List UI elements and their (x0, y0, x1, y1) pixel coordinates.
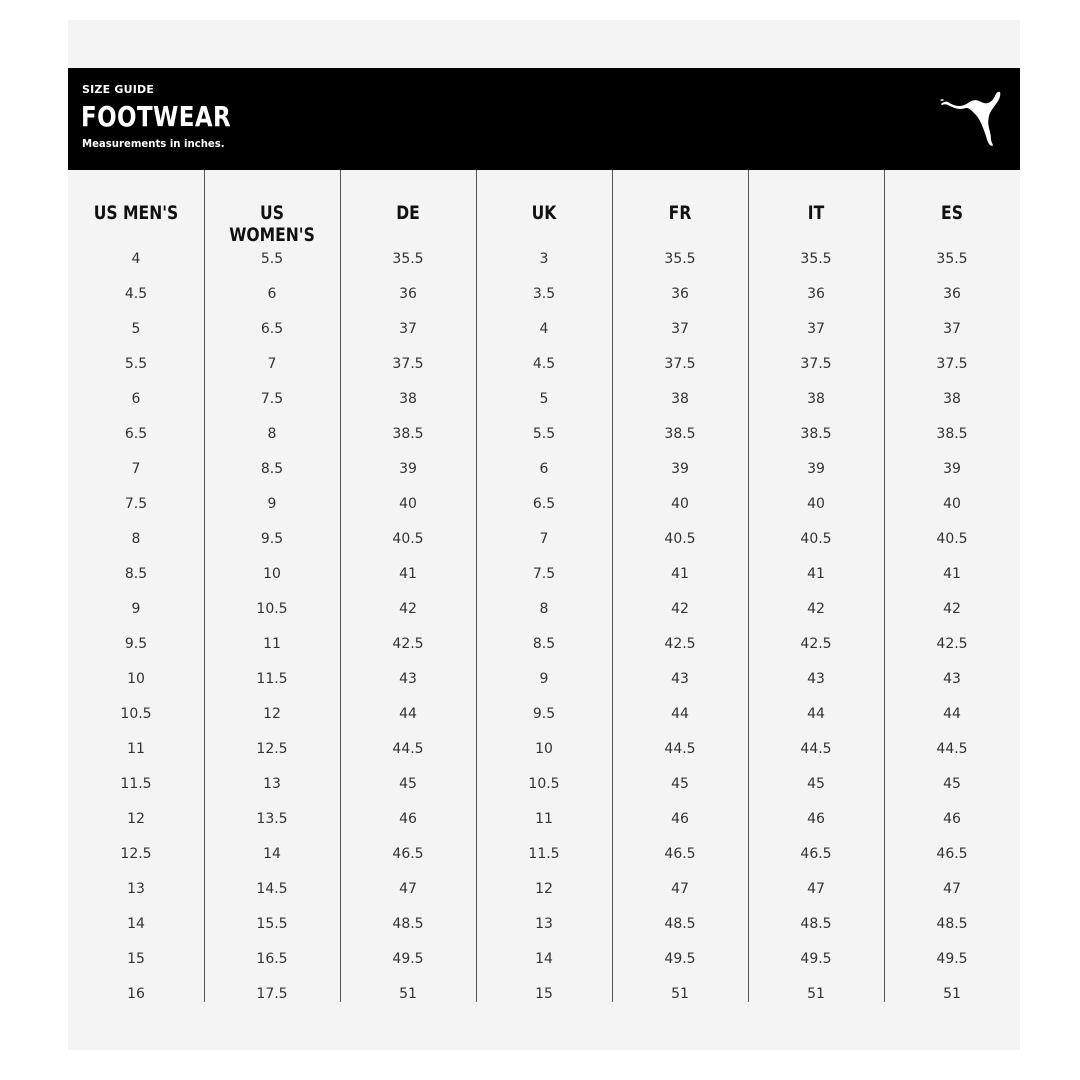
table-cell: 4.5 (124, 286, 148, 302)
table-cell: 46 (399, 811, 417, 827)
table-cell: 42.5 (392, 636, 424, 652)
table-cell: 44.5 (664, 741, 696, 757)
table-cell: 36 (943, 286, 961, 302)
table-cell: 5 (539, 391, 549, 407)
table-cell: 35.5 (664, 251, 696, 267)
table-cell: 13 (263, 776, 281, 792)
table-cell: 36 (671, 286, 689, 302)
table-cell: 44 (671, 706, 689, 722)
column-us-men (68, 170, 204, 1002)
table-cell: 4 (131, 251, 141, 267)
table-cell: 41 (807, 566, 825, 582)
table-cell: 44 (943, 706, 961, 722)
table-cell: 7.5 (124, 496, 148, 512)
table-cell: 8 (131, 531, 141, 547)
table-cell: 7.5 (260, 391, 284, 407)
table-cell: 10.5 (256, 601, 288, 617)
table-cell: 10.5 (120, 706, 152, 722)
column-header: IT (807, 202, 825, 224)
table-cell: 6 (267, 286, 277, 302)
table-cell: 9 (267, 496, 277, 512)
table-cell: 9.5 (532, 706, 556, 722)
column-es (884, 170, 1020, 1002)
table-cell: 44.5 (800, 741, 832, 757)
table-cell: 35.5 (936, 251, 968, 267)
table-cell: 6.5 (532, 496, 556, 512)
table-cell: 7 (539, 531, 549, 547)
table-cell: 40.5 (664, 531, 696, 547)
table-cell: 35.5 (392, 251, 424, 267)
size-table (68, 170, 1020, 1002)
table-cell: 38 (943, 391, 961, 407)
table-cell: 39 (671, 461, 689, 477)
table-cell: 37.5 (800, 356, 832, 372)
table-cell: 40.5 (936, 531, 968, 547)
table-cell: 41 (943, 566, 961, 582)
table-cell: 6 (539, 461, 549, 477)
table-cell: 5.5 (532, 426, 556, 442)
table-cell: 49.5 (800, 951, 832, 967)
table-cell: 48.5 (936, 916, 968, 932)
table-cell: 39 (807, 461, 825, 477)
column-fr (612, 170, 748, 1002)
table-cell: 45 (807, 776, 825, 792)
table-cell: 38 (807, 391, 825, 407)
table-cell: 51 (943, 986, 961, 1002)
table-cell: 11.5 (256, 671, 288, 687)
table-cell: 38.5 (664, 426, 696, 442)
table-cell: 40 (807, 496, 825, 512)
table-cell: 45 (943, 776, 961, 792)
table-cell: 4.5 (532, 356, 556, 372)
table-cell: 7 (267, 356, 277, 372)
table-cell: 9 (131, 601, 141, 617)
table-cell: 35.5 (800, 251, 832, 267)
table-cell: 43 (943, 671, 961, 687)
table-cell: 9.5 (124, 636, 148, 652)
table-cell: 8.5 (260, 461, 284, 477)
table-cell: 14 (263, 846, 281, 862)
table-cell: 42.5 (800, 636, 832, 652)
table-cell: 11 (535, 811, 553, 827)
table-cell: 41 (399, 566, 417, 582)
table-cell: 8.5 (124, 566, 148, 582)
table-cell: 40.5 (392, 531, 424, 547)
table-cell: 42 (807, 601, 825, 617)
table-cell: 44.5 (392, 741, 424, 757)
table-cell: 47 (807, 881, 825, 897)
table-cell: 3 (539, 251, 549, 267)
table-cell: 44 (807, 706, 825, 722)
size-guide-kicker: SIZE GUIDE (82, 83, 155, 96)
table-cell: 11 (263, 636, 281, 652)
table-cell: 46.5 (664, 846, 696, 862)
table-cell: 40 (399, 496, 417, 512)
column-it (748, 170, 884, 1002)
column-de (340, 170, 476, 1002)
table-cell: 40 (943, 496, 961, 512)
table-cell: 42 (671, 601, 689, 617)
table-cell: 45 (671, 776, 689, 792)
table-cell: 10 (127, 671, 145, 687)
table-cell: 37.5 (936, 356, 968, 372)
table-cell: 47 (943, 881, 961, 897)
table-cell: 14 (535, 951, 553, 967)
table-cell: 11.5 (120, 776, 152, 792)
table-cell: 46.5 (392, 846, 424, 862)
table-cell: 15.5 (256, 916, 288, 932)
table-cell: 39 (943, 461, 961, 477)
table-cell: 4 (539, 321, 549, 337)
table-cell: 38.5 (392, 426, 424, 442)
table-cell: 40.5 (800, 531, 832, 547)
table-cell: 12 (127, 811, 145, 827)
table-cell: 38 (671, 391, 689, 407)
table-cell: 15 (127, 951, 145, 967)
puma-logo-icon (938, 90, 1004, 148)
page-title: FOOTWEAR (81, 100, 232, 133)
table-cell: 38.5 (800, 426, 832, 442)
column-header: ES (941, 202, 963, 224)
table-cell: 49.5 (392, 951, 424, 967)
table-cell: 37 (671, 321, 689, 337)
table-cell: 14 (127, 916, 145, 932)
table-cell: 7.5 (532, 566, 556, 582)
table-cell: 49.5 (936, 951, 968, 967)
table-cell: 42 (399, 601, 417, 617)
table-cell: 12.5 (120, 846, 152, 862)
table-cell: 47 (399, 881, 417, 897)
table-cell: 44.5 (936, 741, 968, 757)
table-cell: 49.5 (664, 951, 696, 967)
table-cell: 8 (267, 426, 277, 442)
table-cell: 39 (399, 461, 417, 477)
table-cell: 42.5 (664, 636, 696, 652)
table-cell: 5.5 (260, 251, 284, 267)
table-cell: 46.5 (800, 846, 832, 862)
column-header: DE (396, 202, 420, 224)
table-cell: 41 (671, 566, 689, 582)
table-cell: 46.5 (936, 846, 968, 862)
table-cell: 46 (671, 811, 689, 827)
table-cell: 43 (399, 671, 417, 687)
column-header: US MEN'S (93, 202, 179, 224)
table-cell: 12.5 (256, 741, 288, 757)
page-subtitle: Measurements in inches. (82, 137, 225, 150)
table-cell: 16 (127, 986, 145, 1002)
table-cell: 43 (671, 671, 689, 687)
table-cell: 37 (399, 321, 417, 337)
table-cell: 51 (671, 986, 689, 1002)
size-guide-sheet (68, 20, 1020, 1050)
table-cell: 42.5 (936, 636, 968, 652)
table-cell: 5 (131, 321, 141, 337)
table-cell: 46 (943, 811, 961, 827)
table-cell: 7 (131, 461, 141, 477)
table-cell: 6 (131, 391, 141, 407)
table-cell: 5.5 (124, 356, 148, 372)
column-header: US WOMEN'S (229, 202, 315, 246)
header-banner (68, 68, 1020, 170)
table-cell: 40 (671, 496, 689, 512)
table-cell: 43 (807, 671, 825, 687)
table-cell: 13 (127, 881, 145, 897)
table-cell: 9.5 (260, 531, 284, 547)
table-cell: 10 (535, 741, 553, 757)
table-cell: 13 (535, 916, 553, 932)
table-cell: 38.5 (936, 426, 968, 442)
table-cell: 10.5 (528, 776, 560, 792)
table-cell: 3.5 (532, 286, 556, 302)
table-cell: 15 (535, 986, 553, 1002)
table-cell: 48.5 (392, 916, 424, 932)
table-cell: 42 (943, 601, 961, 617)
column-uk (476, 170, 612, 1002)
column-header: UK (531, 202, 557, 224)
table-cell: 9 (539, 671, 549, 687)
table-cell: 17.5 (256, 986, 288, 1002)
table-cell: 11.5 (528, 846, 560, 862)
table-cell: 44 (399, 706, 417, 722)
table-cell: 36 (807, 286, 825, 302)
table-cell: 51 (807, 986, 825, 1002)
table-cell: 47 (671, 881, 689, 897)
table-cell: 10 (263, 566, 281, 582)
table-cell: 36 (399, 286, 417, 302)
table-cell: 16.5 (256, 951, 288, 967)
table-cell: 37.5 (664, 356, 696, 372)
table-cell: 8 (539, 601, 549, 617)
table-cell: 37 (807, 321, 825, 337)
table-cell: 13.5 (256, 811, 288, 827)
table-cell: 46 (807, 811, 825, 827)
table-cell: 38 (399, 391, 417, 407)
table-cell: 8.5 (532, 636, 556, 652)
column-header: FR (668, 202, 692, 224)
table-cell: 12 (535, 881, 553, 897)
table-cell: 14.5 (256, 881, 288, 897)
table-cell: 37.5 (392, 356, 424, 372)
table-cell: 11 (127, 741, 145, 757)
table-cell: 37 (943, 321, 961, 337)
table-cell: 12 (263, 706, 281, 722)
table-cell: 48.5 (800, 916, 832, 932)
table-cell: 6.5 (260, 321, 284, 337)
table-cell: 45 (399, 776, 417, 792)
table-cell: 6.5 (124, 426, 148, 442)
table-cell: 48.5 (664, 916, 696, 932)
table-cell: 51 (399, 986, 417, 1002)
column-us-women (204, 170, 340, 1002)
